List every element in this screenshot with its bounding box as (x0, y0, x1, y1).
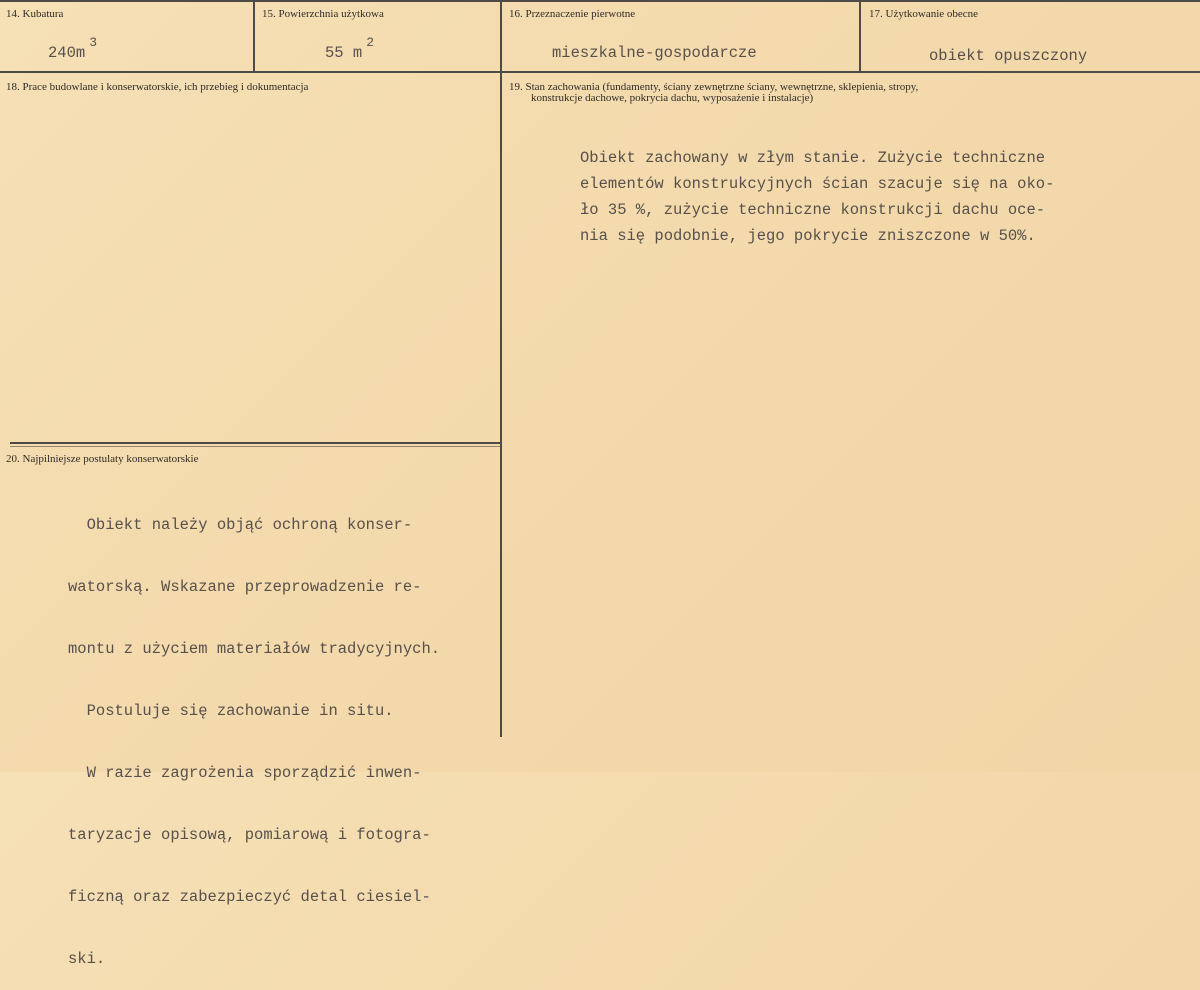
field-15-label: 15. Powierzchnia użytkowa (262, 8, 384, 20)
divider-18-20-shadow (10, 446, 500, 447)
field-16-label: 16. Przeznaczenie pierwotne (509, 8, 636, 20)
row1-bottom-line (0, 71, 1200, 73)
field-17-value: obiekt opuszczony (929, 47, 1088, 65)
field-16-value: mieszkalne-gospodarcze (552, 44, 757, 62)
field-19-text-line: elementów konstrukcyjnych ścian szacuje się na oko- (580, 175, 1055, 193)
area-value: 55 m (325, 44, 363, 62)
divider-15-16 (500, 0, 502, 72)
field-15-value (325, 35, 375, 62)
divider-14-15 (253, 0, 255, 72)
area-unit-superscript: 2 (366, 35, 375, 50)
field-19-text-line: nia się podobnie, jego pokrycie zniszczone w 50%. (580, 227, 1036, 245)
divider-18-20 (10, 442, 500, 444)
volume-value: 240m (48, 44, 86, 62)
field-20-text-line: watorską. Wskazane przeprowadzenie re- (68, 578, 422, 596)
field-14-value (48, 35, 98, 62)
field-17-label: 17. Użytkowanie obecne (869, 8, 979, 20)
top-border (0, 0, 1200, 2)
field-20-text-line: W razie zagrożenia sporządzić inwen- (68, 764, 422, 782)
volume-unit-superscript: 3 (89, 35, 98, 50)
field-20-text-line: Postuluje się zachowanie in situ. (68, 702, 394, 720)
field-14-label: 14. Kubatura (6, 8, 64, 20)
field-20-label: 20. Najpilniejsze postulaty konserwatorskie (6, 453, 199, 465)
field-20-text (68, 476, 440, 990)
field-20-text-line: ski. (68, 950, 106, 968)
main-vertical-divider (500, 72, 502, 737)
field-20-text-line: taryzacje opisową, pomiarową i fotogra- (68, 826, 431, 844)
field-18-label: 18. Prace budowlane i konserwatorskie, ich przebieg i dokumentacja (6, 81, 309, 93)
field-19-text (580, 145, 1054, 249)
field-19-text-line: ło 35 %, zużycie techniczne konstrukcji dachu oce- (580, 201, 1046, 219)
field-20-text-line: montu z użyciem materiałów tradycyjnych. (68, 640, 441, 658)
field-20-text-line: ficzną oraz zabezpieczyć detal ciesiel- (68, 888, 431, 906)
field-19-label-line-1: 19. Stan zachowania (fundamenty, ściany zewnętrzne ściany, wewnętrzne, sklepienia, stropy, (509, 81, 919, 93)
field-19-text-line: Obiekt zachowany w złym stanie. Zużycie techniczne (580, 149, 1046, 167)
divider-16-17 (859, 0, 861, 72)
field-20-text-line: Obiekt należy objąć ochroną konser- (68, 516, 413, 534)
field-19-label-line-2: konstrukcje dachowe, pokrycia dachu, wyposażenie i instalacje) (531, 92, 814, 104)
